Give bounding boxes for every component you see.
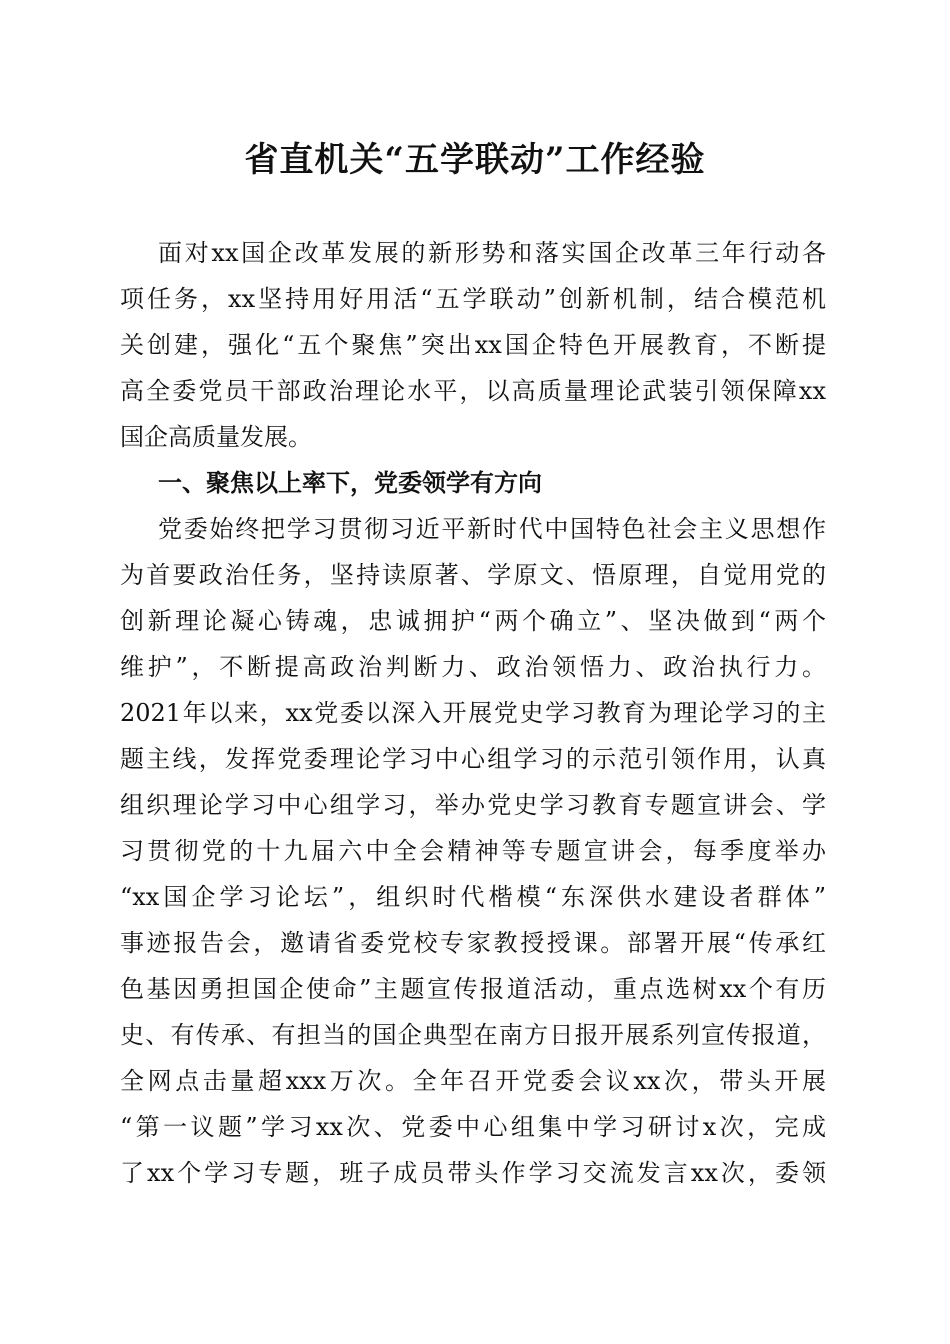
section-1-line-9: “xx国企学习论坛”，组织时代楷模“东深供水建设者群体” <box>120 883 826 911</box>
section-1-line-7: 组织理论学习中心组学习，举办党史学习教育专题宣讲会、学 <box>120 791 826 819</box>
section-1-line-14: “第一议题”学习xx次、党委中心组集中学习研讨x次，完成 <box>120 1113 826 1141</box>
section-1-line-4: 维护”，不断提高政治判断力、政治领悟力、政治执行力。 <box>120 653 826 681</box>
section-1-line-3: 创新理论凝心铸魂，忠诚拥护“两个确立”、坚决做到“两个 <box>120 607 826 635</box>
section-1-line-12: 史、有传承、有担当的国企典型在南方日报开展系列宣传报道， <box>120 1021 826 1049</box>
section-1-line-5: 2021年以来，xx党委以深入开展党史学习教育为理论学习的主 <box>120 699 826 727</box>
intro-line-4: 高全委党员干部政治理论水平，以高质量理论武装引领保障xx <box>120 377 826 405</box>
section-1-line-13: 全网点击量超xxx万次。全年召开党委会议xx次，带头开展 <box>120 1067 826 1095</box>
intro-line-3: 关创建，强化“五个聚焦”突出xx国企特色开展教育，不断提 <box>120 331 826 359</box>
intro-line-1: 面对xx国企改革发展的新形势和落实国企改革三年行动各 <box>158 239 826 267</box>
section-1-line-8: 习贯彻党的十九届六中全会精神等专题宣讲会，每季度举办 <box>120 837 826 865</box>
section-1-line-2: 为首要政治任务，坚持读原著、学原文、悟原理，自觉用党的 <box>120 561 826 589</box>
section-1-line-6: 题主线，发挥党委理论学习中心组学习的示范引领作用，认真 <box>120 745 826 773</box>
document-title: 省直机关“五学联动”工作经验 <box>244 140 706 180</box>
intro-line-5: 国企高质量发展。 <box>120 423 312 451</box>
section-1-line-11: 色基因勇担国企使命”主题宣传报道活动，重点选树xx个有历 <box>120 975 826 1003</box>
section-1-line-10: 事迹报告会，邀请省委党校专家教授授课。部署开展“传承红 <box>120 929 826 957</box>
section-1-heading: 一、聚焦以上率下，党委领学有方向 <box>158 469 542 497</box>
section-1-line-1: 党委始终把学习贯彻习近平新时代中国特色社会主义思想作 <box>158 515 826 543</box>
intro-line-2: 项任务，xx坚持用好用活“五学联动”创新机制，结合模范机 <box>120 285 826 313</box>
section-1-line-15: 了xx个学习专题，班子成员带头作学习交流发言xx次，委领 <box>120 1159 826 1187</box>
